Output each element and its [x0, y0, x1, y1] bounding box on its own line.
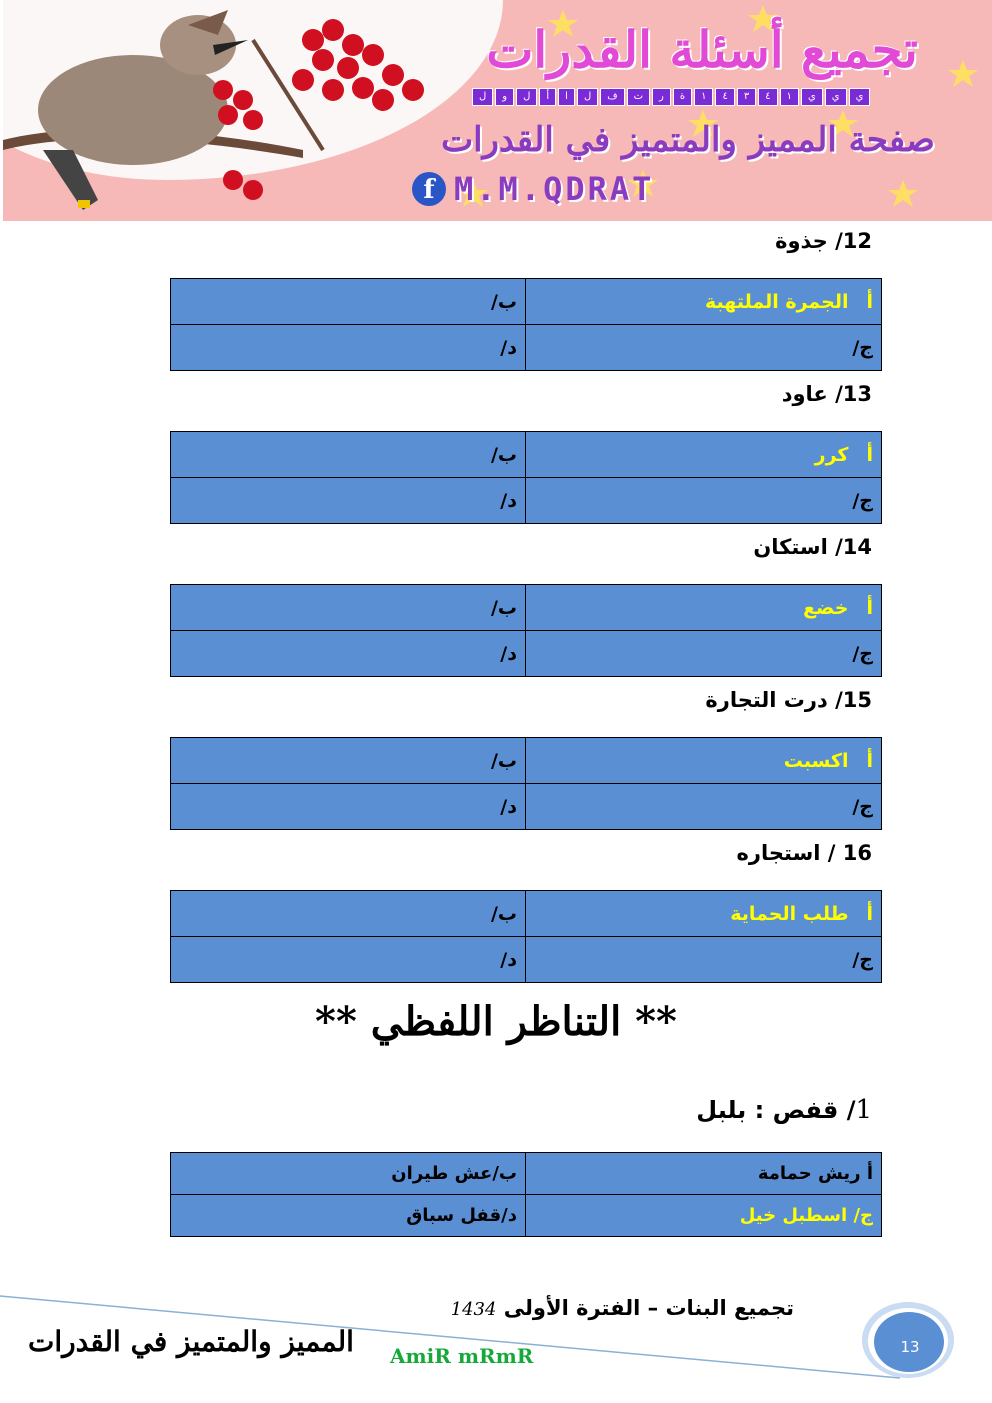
question-title: 13/ عاود [781, 382, 872, 406]
answer-table [170, 278, 882, 371]
question-title: 16 / استجاره [736, 841, 872, 865]
banner-brand [412, 172, 872, 206]
footer-collection [451, 1296, 794, 1320]
option-a[interactable]: أاكسبت [526, 738, 882, 784]
analogy-answer-table [170, 1152, 882, 1237]
option-d[interactable]: د/ [171, 631, 526, 677]
option-a[interactable]: أخضع [526, 585, 882, 631]
question-title: 14/ استكان [753, 535, 872, 559]
option-a[interactable]: أطلب الحماية [526, 891, 882, 937]
footer-author: AmiR mRmR [390, 1344, 534, 1368]
question-title: 15/ درت التجارة [705, 688, 872, 712]
option-b[interactable]: ب/ [171, 738, 526, 784]
option-a[interactable]: أالجمرة الملتهبة [526, 279, 882, 325]
option-c[interactable]: ج/ [526, 478, 882, 524]
section-title: ** التناظر اللفظي ** [315, 998, 677, 1045]
analogy-text: / قفص : بلبل [696, 1096, 856, 1124]
option-c[interactable]: ج/ [526, 937, 882, 983]
bird-berries-illustration [3, 0, 473, 221]
page-number: 13 [900, 1338, 920, 1356]
header-banner [3, 0, 992, 221]
option-b[interactable]: ب/ [171, 585, 526, 631]
option-c[interactable]: ج/ [526, 631, 882, 677]
answer-table [170, 737, 882, 830]
option-d[interactable]: د/قفل سباق [171, 1195, 526, 1237]
brand-text: M.M.QDRAT [454, 170, 655, 208]
footer-year: 1434 [450, 1299, 497, 1320]
question-title: 12/ جذوة [775, 229, 872, 253]
option-c[interactable]: ج/ اسطبل خيل [526, 1195, 882, 1237]
option-b[interactable]: ب/ [171, 432, 526, 478]
answer-table [170, 431, 882, 524]
footer-collection-text: تجميع البنات – الفترة الأولى [503, 1296, 794, 1320]
option-a[interactable]: أ ريش حمامة [526, 1153, 882, 1195]
facebook-icon: f [412, 172, 446, 206]
option-b[interactable]: ب/عش طيران [171, 1153, 526, 1195]
option-d[interactable]: د/ [171, 937, 526, 983]
answer-table [170, 890, 882, 983]
banner-subtitle-boxes: ي ي ي ١ ٤ ٣ ٤ ١ ة ر ت ف ل ا أ ل و ل [472, 88, 972, 106]
option-d[interactable]: د/ [171, 784, 526, 830]
option-b[interactable]: ب/ [171, 891, 526, 937]
option-c[interactable]: ج/ [526, 784, 882, 830]
option-a[interactable]: أكرر [526, 432, 882, 478]
answer-table [170, 584, 882, 677]
option-d[interactable]: د/ [171, 478, 526, 524]
option-d[interactable]: د/ [171, 325, 526, 371]
analogy-number: 1 [855, 1095, 872, 1125]
banner-title: تجميع أسئلة القدرات [486, 20, 918, 79]
analogy-question-title [696, 1095, 872, 1125]
option-c[interactable]: ج/ [526, 325, 882, 371]
banner-page-name: صفحة المميز والمتميز في القدرات [441, 120, 935, 160]
footer-brand: المميز والمتميز في القدرات [28, 1325, 354, 1358]
option-b[interactable]: ب/ [171, 279, 526, 325]
